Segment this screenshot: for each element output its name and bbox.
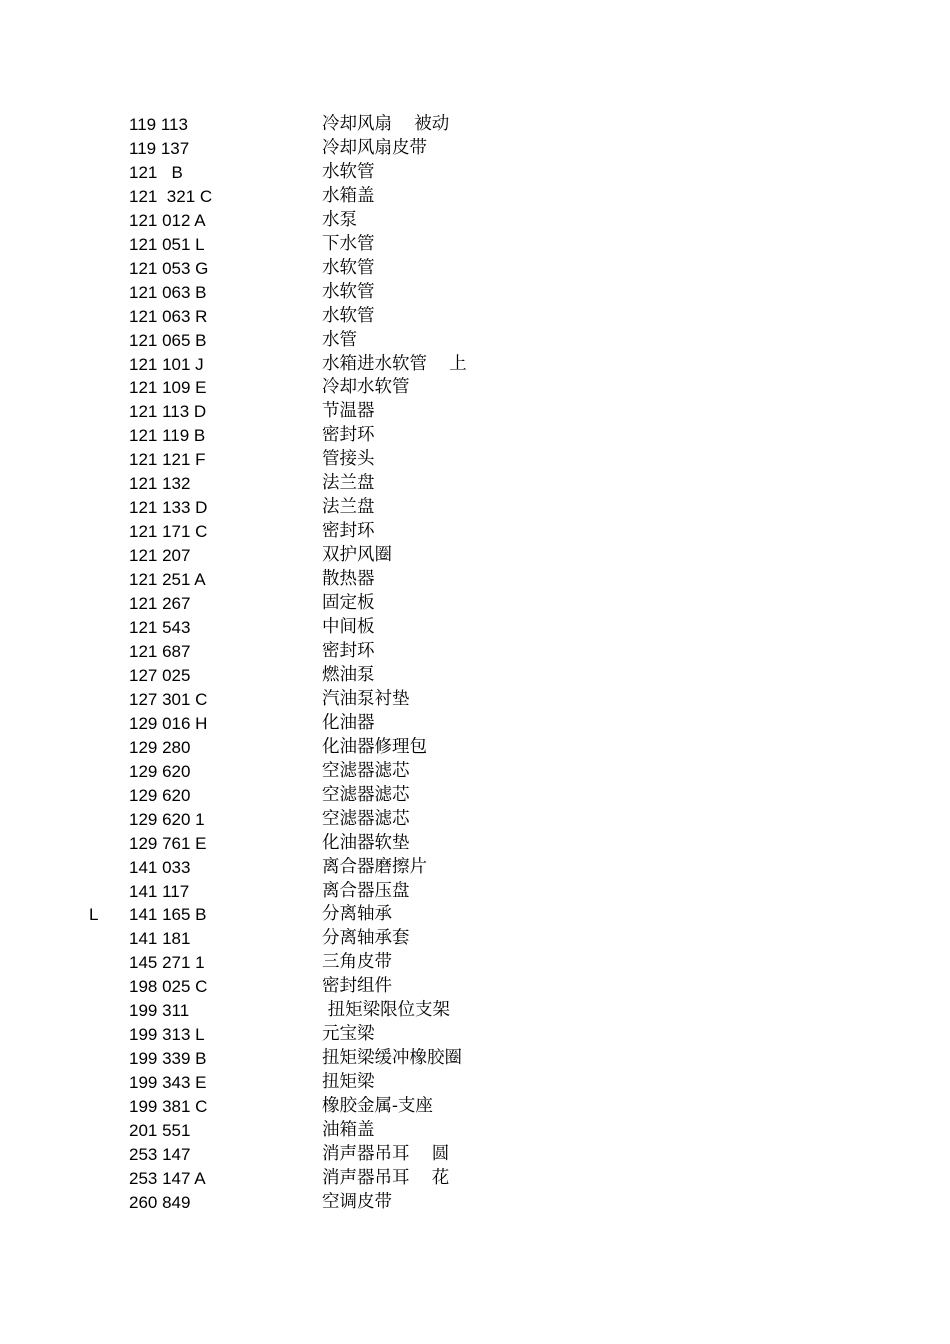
list-item — [0, 137, 950, 161]
part-code: 121 053 G — [129, 258, 209, 278]
part-name: 散热器 — [322, 569, 375, 590]
list-item — [0, 305, 950, 329]
part-name: 双护风圈 — [322, 545, 392, 566]
part-name: 分离轴承 — [322, 904, 392, 925]
list-item — [0, 353, 950, 377]
part-code: 129 016 H — [129, 713, 208, 733]
part-name: 空滤器滤芯 — [322, 760, 410, 781]
part-name: 固定板 — [322, 593, 375, 614]
part-name: 空滤器滤芯 — [322, 784, 410, 805]
part-code: 119 113 — [129, 115, 188, 134]
part-code: 260 849 — [129, 1192, 191, 1212]
list-item — [0, 999, 950, 1023]
list-item — [0, 856, 950, 880]
list-item — [0, 209, 950, 233]
part-code: 201 551 — [129, 1121, 191, 1141]
part-name: 下水管 — [322, 233, 375, 254]
row-prefix: L — [89, 905, 99, 925]
list-item — [0, 664, 950, 688]
list-item — [0, 1167, 950, 1191]
parts-list — [0, 113, 950, 1215]
part-name: 汽油泵衬垫 — [322, 688, 410, 709]
list-item — [0, 1095, 950, 1119]
part-code: 121 133 D — [129, 498, 208, 518]
list-item — [0, 616, 950, 640]
part-name: 中间板 — [322, 617, 375, 638]
list-item — [0, 1047, 950, 1071]
part-name: 燃油泵 — [322, 664, 375, 685]
list-item — [0, 760, 950, 784]
part-code: 129 280 — [129, 737, 191, 757]
part-code: 121 251 A — [129, 570, 206, 590]
part-code: 121 109 E — [129, 378, 207, 398]
list-item — [0, 903, 950, 927]
list-item — [0, 496, 950, 520]
part-name: 分离轴承套 — [322, 928, 410, 949]
part-code: 141 117 — [129, 881, 190, 901]
part-name: 水软管 — [322, 257, 375, 278]
part-code: 199 339 B — [129, 1049, 207, 1069]
part-name: 水软管 — [322, 305, 375, 326]
part-name: 化油器软垫 — [322, 832, 410, 853]
part-name: 元宝梁 — [322, 1024, 375, 1045]
part-code: 127 025 — [129, 665, 191, 685]
part-code: 121 119 B — [129, 426, 206, 446]
list-item — [0, 712, 950, 736]
part-name: 扭矩梁缓冲橡胶圈 — [322, 1048, 462, 1069]
list-item — [0, 400, 950, 424]
part-name: 消声器吊耳 花 — [322, 1167, 450, 1188]
list-item — [0, 424, 950, 448]
part-code: 121 132 — [129, 474, 191, 494]
list-item — [0, 1023, 950, 1047]
list-item — [0, 975, 950, 999]
part-code: 121 012 A — [129, 210, 206, 230]
part-code: 199 343 E — [129, 1073, 207, 1093]
part-code: 199 381 C — [129, 1097, 208, 1117]
part-name: 水软管 — [322, 161, 375, 182]
part-name: 消声器吊耳 圆 — [322, 1143, 450, 1164]
part-code: 121 121 F — [129, 450, 206, 470]
list-item — [0, 784, 950, 808]
part-name: 化油器 — [322, 712, 375, 733]
part-name: 离合器压盘 — [322, 880, 410, 901]
part-name: 化油器修理包 — [322, 736, 427, 757]
list-item — [0, 832, 950, 856]
part-code: 129 620 1 — [129, 809, 205, 829]
part-code: 129 620 — [129, 785, 191, 805]
part-name: 水箱进水软管 上 — [322, 353, 467, 374]
list-item — [0, 640, 950, 664]
list-item — [0, 233, 950, 257]
list-item — [0, 376, 950, 400]
list-item — [0, 1143, 950, 1167]
part-name: 冷却水软管 — [322, 377, 410, 398]
part-code: 121 063 R — [129, 306, 208, 326]
part-code: 199 311 — [129, 1001, 190, 1021]
part-name: 离合器磨擦片 — [322, 856, 427, 877]
part-code: 121 B — [129, 162, 183, 182]
list-item — [0, 1119, 950, 1143]
list-item — [0, 736, 950, 760]
part-code: 129 620 — [129, 761, 191, 781]
part-name: 空滤器滤芯 — [322, 808, 410, 829]
part-code: 121 113 D — [129, 402, 207, 422]
part-name: 橡胶金属-支座 — [322, 1096, 433, 1117]
list-item — [0, 808, 950, 832]
list-item — [0, 113, 950, 137]
list-item — [0, 1071, 950, 1095]
list-item — [0, 329, 950, 353]
part-code: 121 101 J — [129, 354, 204, 374]
list-item — [0, 1191, 950, 1215]
part-name: 密封环 — [322, 425, 375, 446]
part-code: 121 267 — [129, 594, 191, 614]
list-item — [0, 448, 950, 472]
part-code: 129 761 E — [129, 833, 207, 853]
part-name: 三角皮带 — [322, 952, 392, 973]
part-name: 冷却风扇 被动 — [322, 114, 450, 134]
list-item — [0, 472, 950, 496]
list-item — [0, 161, 950, 185]
part-name: 扭矩梁限位支架 — [322, 1000, 451, 1021]
list-item — [0, 880, 950, 904]
part-code: 198 025 C — [129, 977, 208, 997]
part-name: 空调皮带 — [322, 1191, 392, 1212]
part-name: 密封环 — [322, 640, 375, 661]
part-code: 121 065 B — [129, 330, 207, 350]
part-name: 节温器 — [322, 401, 375, 422]
part-code: 253 147 A — [129, 1168, 206, 1188]
part-code: 141 033 — [129, 857, 191, 877]
part-name: 冷却风扇皮带 — [322, 137, 427, 158]
part-name: 油箱盖 — [322, 1120, 375, 1141]
list-item — [0, 520, 950, 544]
part-code: 121 321 C — [129, 186, 213, 206]
part-code: 127 301 C — [129, 689, 208, 709]
part-name: 水管 — [322, 329, 357, 350]
list-item — [0, 592, 950, 616]
part-code: 121 687 — [129, 641, 191, 661]
list-item — [0, 568, 950, 592]
part-code: 199 313 L — [129, 1025, 205, 1045]
list-item — [0, 281, 950, 305]
part-name: 法兰盘 — [322, 473, 375, 494]
part-code: 121 063 B — [129, 282, 207, 302]
part-name: 水泵 — [322, 209, 357, 230]
part-code: 119 137 — [129, 138, 190, 158]
part-name: 密封组件 — [322, 976, 392, 997]
part-name: 扭矩梁 — [322, 1072, 375, 1093]
part-name: 水箱盖 — [322, 185, 375, 206]
part-code: 141 165 B — [129, 905, 207, 925]
part-code: 121 051 L — [129, 234, 205, 254]
part-name: 密封环 — [322, 521, 375, 542]
part-name: 法兰盘 — [322, 497, 375, 518]
part-code: 141 181 — [129, 929, 191, 949]
list-item — [0, 927, 950, 951]
list-item — [0, 185, 950, 209]
part-code: 121 543 — [129, 618, 191, 638]
part-code: 253 147 — [129, 1144, 191, 1164]
part-name: 水软管 — [322, 281, 375, 302]
list-item — [0, 951, 950, 975]
part-code: 145 271 1 — [129, 953, 205, 973]
part-code: 121 171 C — [129, 522, 208, 542]
list-item — [0, 688, 950, 712]
part-code: 121 207 — [129, 546, 191, 566]
list-item — [0, 257, 950, 281]
list-item — [0, 544, 950, 568]
part-name: 管接头 — [322, 449, 375, 470]
